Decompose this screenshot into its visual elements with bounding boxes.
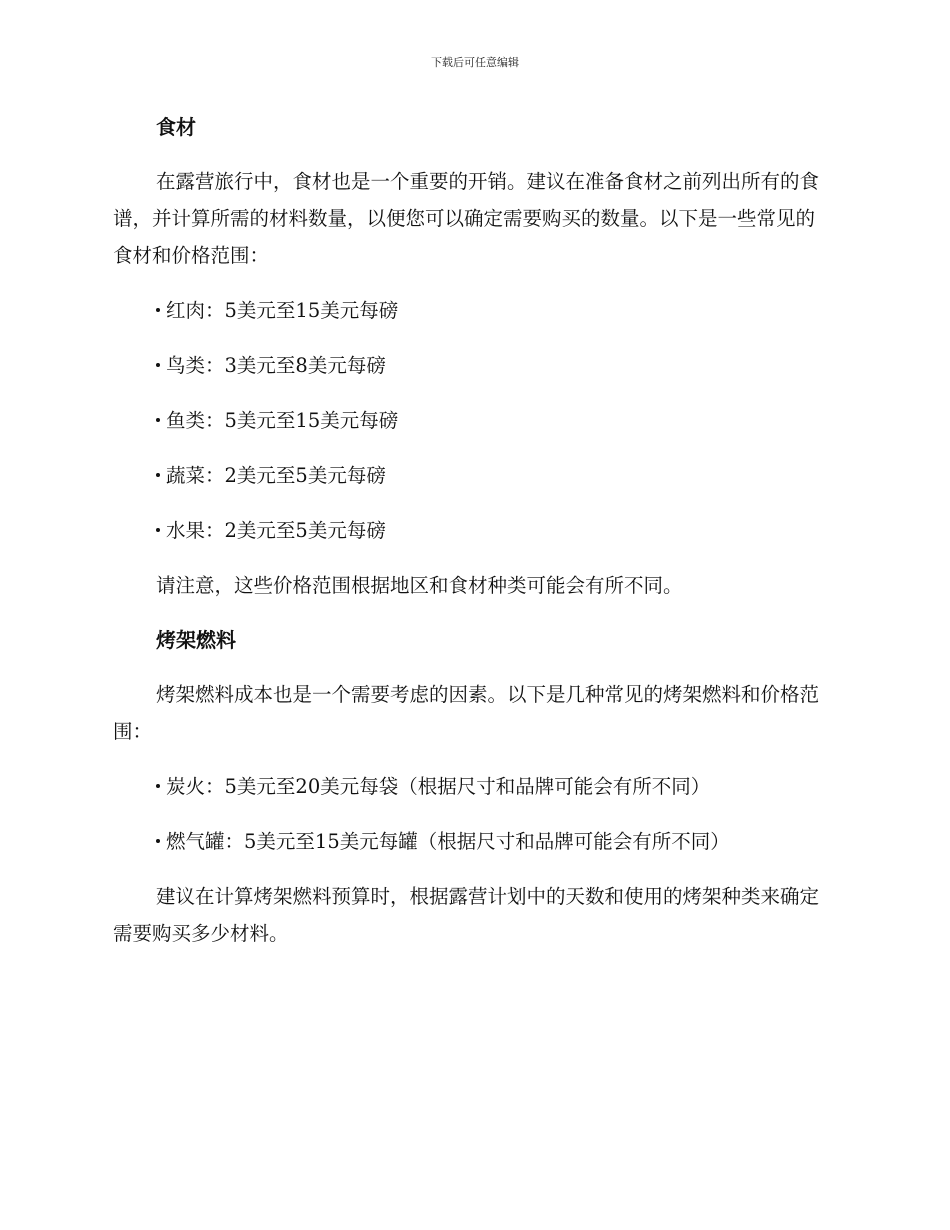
bullet-icon (156, 839, 160, 843)
food-list-item: 水果：2美元至5美元每磅 (113, 512, 833, 549)
fuel-intro-paragraph: 烤架燃料成本也是一个需要考虑的因素。以下是几种常见的烤架燃料和价格范围： (113, 683, 820, 743)
bullet-icon (156, 784, 160, 788)
bullet-icon (156, 473, 160, 477)
bullet-icon (156, 528, 160, 532)
fuel-note-paragraph: 建议在计算烤架燃料预算时，根据露营计划中的天数和使用的烤架种类来确定需要购买多少材料。 (113, 885, 820, 945)
fuel-list-item: 炭火：5美元至20美元每袋（根据尺寸和品牌可能会有所不同） (113, 768, 833, 805)
section-heading-food: 食材 (156, 115, 196, 139)
food-list-item: 鸟类：3美元至8美元每磅 (113, 347, 833, 384)
food-note-paragraph: 请注意，这些价格范围根据地区和食材种类可能会有所不同。 (156, 574, 683, 597)
food-list-item: 红肉：5美元至15美元每磅 (113, 292, 833, 329)
fuel-list-item: 燃气罐：5美元至15美元每罐（根据尺寸和品牌可能会有所不同） (113, 823, 833, 860)
bullet-icon (156, 418, 160, 422)
bullet-icon (156, 308, 160, 312)
food-list-item: 鱼类：5美元至15美元每磅 (113, 402, 833, 439)
food-intro-paragraph: 在露营旅行中，食材也是一个重要的开销。建议在准备食材之前列出所有的食谱，并计算所需的材料数量，以便您可以确定需要购买的数量。以下是一些常见的食材和价格范围： (113, 170, 820, 267)
bullet-icon (156, 363, 160, 367)
section-heading-fuel: 烤架燃料 (156, 628, 236, 652)
document-content (113, 109, 833, 970)
header-note: 下载后可任意编辑 (431, 56, 519, 69)
food-list-item: 蔬菜：2美元至5美元每磅 (113, 457, 833, 494)
